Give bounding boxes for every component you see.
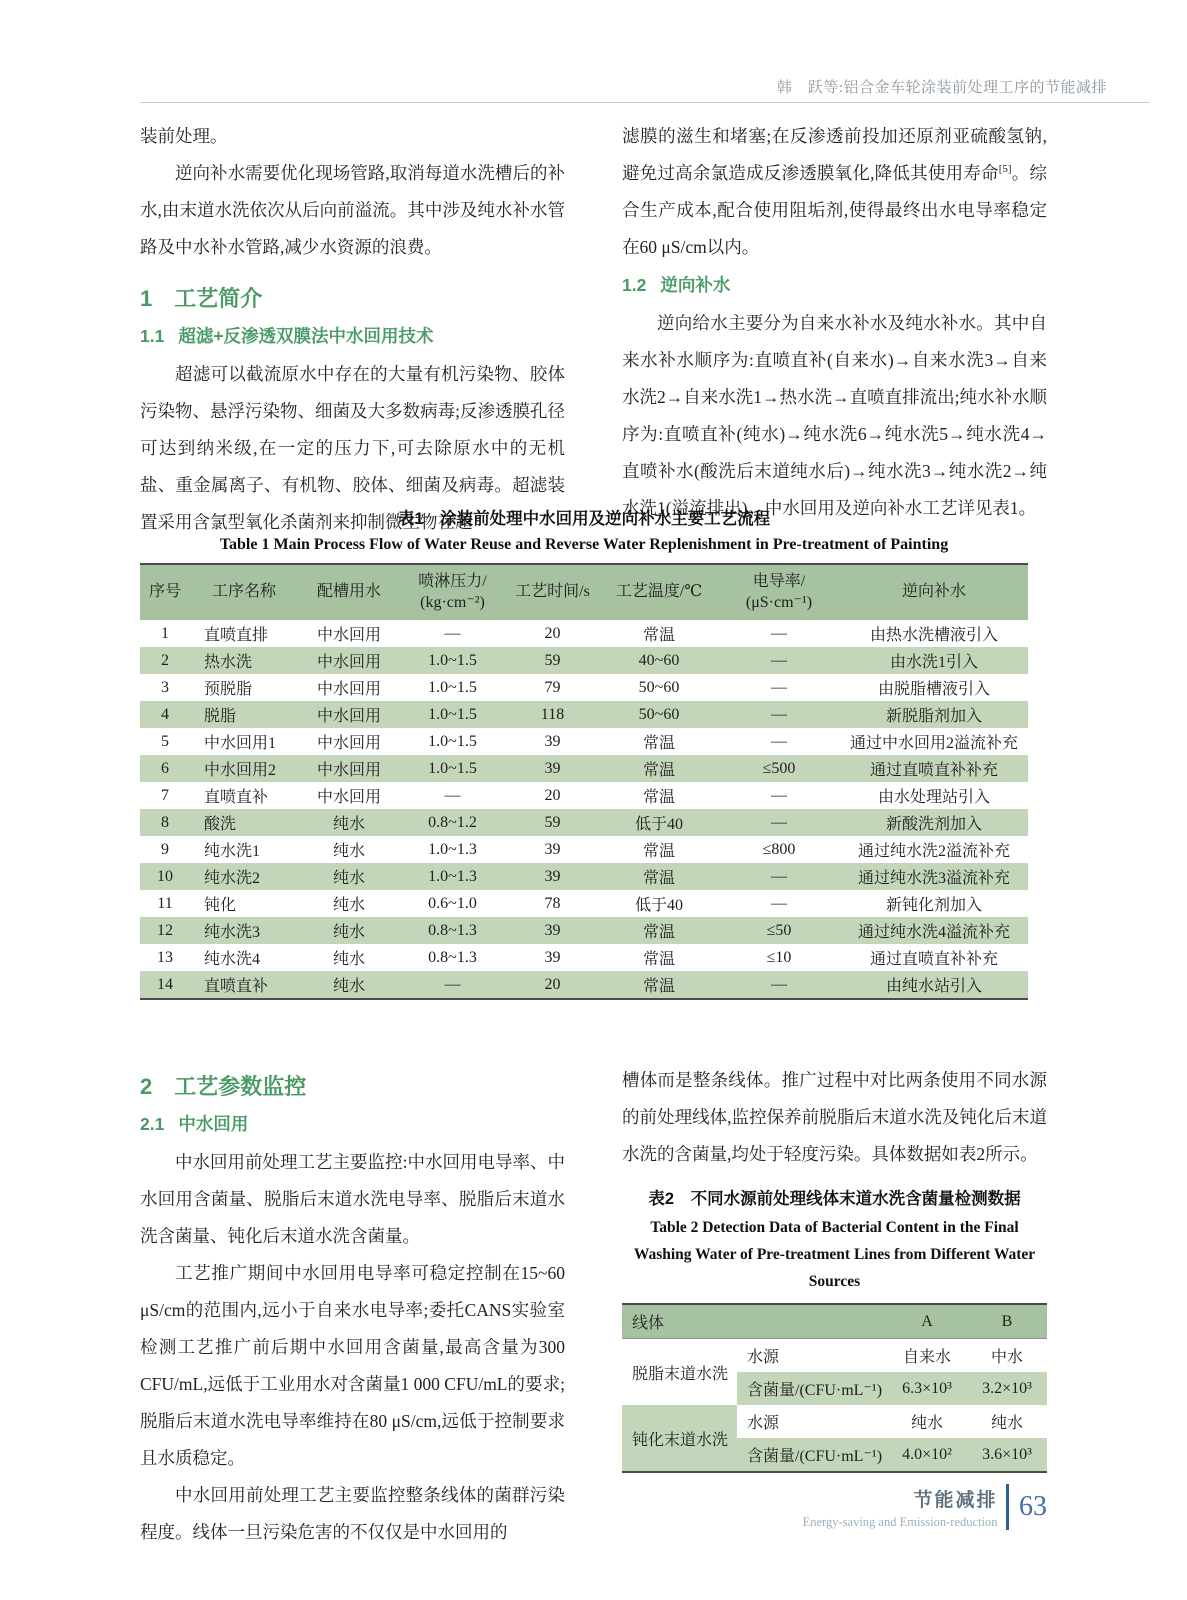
subsection-heading-1-1 [140,323,565,348]
cell-conductivity: — [718,809,840,836]
cell-reverse: 新脱脂剂加入 [840,701,1028,728]
section-title: 工艺参数监控 [174,1074,307,1099]
table-row [140,674,1028,701]
cell-conductivity: — [718,647,840,674]
table1-header-row [140,564,1028,620]
cell-no: 1 [161,624,169,642]
table-row [140,782,1028,809]
cell-reverse: 通过中水回用2溢流补充 [849,735,1018,752]
cell-time: 39 [544,948,561,966]
cell-process: 酸洗 [190,809,298,836]
table-row [140,647,1028,674]
cell-time: 59 [505,809,600,836]
cell-water: 中水回用 [316,735,381,752]
cell-no: 13 [157,948,173,966]
cell-no: 3 [161,678,169,696]
cell-pressure: — [444,786,461,804]
cell-metric-source: 水源 [747,1349,780,1367]
paragraph-replenish-order: 逆向给水主要分为自来水补水及纯水补水。其中自来水补水顺序为:直喷直补(自来水)→自来水洗3→自来水洗2→自来水洗1→热水洗→直喷直排流出;纯水补水顺序为:直喷直补(纯水)→纯水洗6→纯水洗5→纯水洗4→直喷补水(酸洗后末道纯水后)→纯水洗3→纯水洗2→纯水洗1(溢流排出)。中水回用及逆向补水工艺详见表1。 [622,313,1047,518]
cell-reverse: 由热水洗槽液引入 [869,627,998,644]
cell-conductivity: — [718,863,840,890]
cell-reverse: 新钝化剂加入 [885,897,982,914]
cell-pressure: — [444,624,461,642]
cell-process: 纯水洗4 [204,951,261,968]
cell-time: 20 [544,786,561,804]
table-row [622,1405,1047,1438]
cell-process: 直喷直补 [190,971,298,999]
cell-value-b: 3.2×10³ [967,1372,1047,1405]
paragraph-reverse-water: 逆向补水需要优化现场管路,取消每道水洗槽后的补水,由末道水洗依次从后向前溢流。其中涉及纯水补水管路及中水补水管路,减少水资源的浪费。 [140,163,565,257]
cell-process: 中水回用1 [204,735,277,752]
cell-time: 118 [505,701,600,728]
left-column [140,1062,565,1551]
body-region-top [140,118,1047,541]
cell-reverse: 由水洗1引入 [840,647,1028,674]
cell-pressure: 1.0~1.3 [400,863,505,890]
paragraph-monitoring: 中水回用前处理工艺主要监控:中水回用电导率、中水回用含菌量、脱脂后末道水洗电导率、脱脂后末道水洗含菌量、钝化后末道水洗含菌量。 [140,1152,565,1246]
cell-process: 直喷直补 [204,789,269,806]
subsection-heading-1-2 [622,272,1047,297]
page-number: 63 [1019,1491,1047,1522]
cell-pressure: 1.0~1.3 [428,840,477,858]
paragraph-ultrafiltration: 超滤可以截流原水中存在的大量有机污染物、胶体污染物、悬浮污染物、细菌及大多数病毒;反渗透膜孔径可达到纳米级,在一定的压力下,可去除原水中的无机盐、重金属离子、有机物、胶体、细菌及病毒。超滤装置采用含氯型氧化杀菌剂来抑制微生物在超 [140,364,565,532]
paragraph-line-pollution: 中水回用前处理工艺主要监控整条线体的菌群污染程度。线体一旦污染危害的不仅仅是中水回用的 [140,1485,565,1542]
cell-time: 39 [505,863,600,890]
right-column [622,1062,1047,1551]
cell-reverse: 通过纯水洗2溢流补充 [857,843,1010,860]
cell-temp: 50~60 [600,701,718,728]
journal-name-block [803,1485,998,1530]
table2-title-zh: 表2 不同水源前处理线体末道水洗含菌量检测数据 [648,1190,1021,1208]
cell-time: 39 [544,732,561,750]
col-header-line: 线体 [622,1304,887,1339]
col-header-reverse: 逆向补水 [840,564,1028,620]
cell-water: 中水回用 [298,755,400,782]
col-header-pressure-line1: 喷淋压力/ [418,572,487,590]
left-column [140,118,565,541]
cell-no: 4 [140,701,190,728]
cell-reverse: 通过直喷直补补充 [869,951,998,968]
subsection-title: 逆向补水 [660,275,731,295]
cell-value-b: 纯水 [990,1415,1023,1433]
cell-metric-source: 水源 [747,1415,780,1433]
cell-process: 纯水洗3 [190,917,298,944]
section-heading-1 [140,282,565,313]
cell-conductivity: ≤50 [718,917,840,944]
cell-time: 39 [505,917,600,944]
body-region-bottom [140,1062,1047,1551]
cell-temp: 常温 [600,755,718,782]
cell-value-b: 3.6×10³ [967,1438,1047,1472]
cell-temp: 常温 [642,627,675,644]
cell-process: 直喷直排 [204,627,269,644]
cell-conductivity: — [771,732,787,750]
cell-conductivity: ≤10 [766,948,792,966]
col-header-time: 工艺时间/s [505,564,600,620]
table1-title-en: Table 1 Main Process Flow of Water Reuse and Reverse Water Replenishment in Pre-treatment of Painting [219,536,949,553]
cell-time: 79 [544,678,561,696]
paragraph-tank-line: 槽体而是整条线体。推广过程中对比两条使用不同水源的前处理线体,监控保养前脱脂后末道水洗及钝化后末道水洗的含菌量,均处于轻度污染。具体数据如表2所示。 [622,1070,1047,1164]
process-flow-table [140,563,1028,1000]
cell-temp: 常温 [642,789,675,806]
cell-process: 钝化 [204,897,237,914]
table-row [140,971,1028,999]
cell-metric-bacteria: 含菌量/(CFU·mL⁻¹) [737,1438,887,1472]
table2-header-row [622,1304,1047,1339]
cell-water: 中水回用 [298,701,400,728]
cell-time: 39 [544,840,561,858]
cell-reverse: 通过纯水洗4溢流补充 [840,917,1028,944]
running-head-title: 韩 跃等:铝合金车轮涂装前处理工序的节能减排 [776,80,1107,96]
journal-name-zh: 节能减排 [913,1489,998,1511]
bacteria-detection-table [622,1303,1047,1473]
cell-reverse: 由脱脂槽液引入 [877,681,990,698]
table-row [622,1339,1047,1373]
cell-process: 热水洗 [190,647,298,674]
cell-process: 纯水洗2 [190,863,298,890]
cell-temp: 低于40 [600,809,718,836]
cell-conductivity: ≤800 [762,840,796,858]
table-row [140,917,1028,944]
cell-metric-bacteria: 含菌量/(CFU·mL⁻¹) [737,1372,887,1405]
cell-temp: 常温 [600,971,718,999]
right-column [622,118,1047,541]
subsection-number: 1.2 [622,275,647,295]
paragraph-membrane-text: 滤膜的滋生和堵塞;在反渗透前投加还原剂亚硫酸氢钠,避免过高余氯造成反渗透膜氧化,降低其使用寿命 [622,126,1047,183]
table1-block [140,505,1028,1000]
cell-no: 14 [140,971,190,999]
cell-no: 7 [161,786,169,804]
running-head-rule [140,102,1150,103]
cell-no: 9 [161,840,169,858]
cell-conductivity: — [718,701,840,728]
subsection-number: 1.1 [140,326,165,346]
cell-time: 78 [544,894,561,912]
table-row [140,863,1028,890]
cell-temp: 50~60 [638,678,680,696]
cell-water: 纯水 [298,809,400,836]
cell-process: 中水回用2 [190,755,298,782]
cell-water: 中水回用 [316,681,381,698]
col-header-pressure-line2: (kg·cm⁻²) [420,593,485,611]
table-row [140,620,1028,647]
cell-value-a: 纯水 [910,1415,943,1433]
cell-pressure: 1.0~1.5 [400,647,505,674]
cell-conductivity: — [718,971,840,999]
cell-water: 纯水 [332,843,365,860]
citation-ref-5: [5] [998,163,1012,176]
journal-name-en: Energy-saving and Emission-reduction [802,1514,998,1529]
table2-block [622,1187,1047,1473]
footer-divider-bar [1006,1484,1010,1530]
cell-water: 纯水 [332,897,365,914]
cell-temp: 40~60 [600,647,718,674]
cell-no: 11 [157,894,173,912]
cell-value-a: 4.0×10² [887,1438,967,1472]
cell-water: 纯水 [298,917,400,944]
cell-time: 39 [505,755,600,782]
cell-no: 2 [140,647,190,674]
col-header-conductivity-line1: 电导率/ [752,572,806,590]
cell-temp: 低于40 [634,897,683,914]
cell-reverse: 由纯水站引入 [840,971,1028,999]
cell-reverse: 由水处理站引入 [877,789,990,806]
cell-pressure: 1.0~1.5 [400,701,505,728]
col-header-conductivity [718,564,840,620]
table1-title-zh: 表1 涂装前处理中水回用及逆向补水主要工艺流程 [397,510,771,528]
cell-time: 20 [505,971,600,999]
cell-process: 纯水洗1 [204,843,261,860]
cell-water: 中水回用 [316,789,381,806]
cell-water: 中水回用 [316,627,381,644]
page-footer [803,1484,1047,1530]
cell-group-passivation: 钝化末道水洗 [622,1405,737,1472]
cell-time: 59 [505,647,600,674]
cell-pressure: 0.8~1.3 [428,948,477,966]
cell-value-a: 6.3×10³ [887,1372,967,1405]
paragraph-promotion: 工艺推广期间中水回用电导率可稳定控制在15~60 μS/cm的范围内,远小于自来水电导率;委托CANS实验室检测工艺推广前后期中水回用含菌量,最高含量为300 CFU/mL,远低于工业用水对含菌量1 000 CFU/mL的要求;脱脂后末道水洗电导率维持在80 μS/cm,远低于控制要求且水质稳定。 [140,1263,565,1468]
cell-value-b: 中水 [990,1349,1023,1367]
cell-pressure: 1.0~1.5 [428,732,477,750]
table-row [140,890,1028,917]
col-header-temp: 工艺温度/℃ [600,564,718,620]
cell-group-degrease: 脱脂末道水洗 [632,1365,729,1383]
table-row [140,701,1028,728]
table-row [140,836,1028,863]
cell-time: 20 [544,624,561,642]
cell-no: 5 [161,732,169,750]
cell-pressure: — [400,971,505,999]
cell-pressure: 0.8~1.3 [400,917,505,944]
cell-process: 脱脂 [190,701,298,728]
paragraph-membrane [622,118,1047,266]
section-number: 1 [140,286,153,311]
paragraph-membrane-text-cont: 。综合生产成本,配合使用阻垢剂,使得最终出水电导率稳定在60 μS/cm以内。 [622,163,1048,257]
col-header-a: A [887,1304,967,1339]
cell-pressure: 1.0~1.5 [428,678,477,696]
col-header-water: 配槽用水 [298,564,400,620]
cell-conductivity: — [771,678,787,696]
col-header-conductivity-line2: (μS·cm⁻¹) [745,593,813,611]
cell-conductivity: — [771,786,787,804]
table-row [140,944,1028,971]
subsection-number: 2.1 [140,1114,165,1134]
cell-water: 中水回用 [298,647,400,674]
cell-temp: 常温 [642,951,675,968]
cell-no: 8 [140,809,190,836]
cell-no: 10 [140,863,190,890]
cell-temp: 常温 [600,917,718,944]
cell-value-a: 自来水 [902,1349,951,1367]
cell-reverse: 通过纯水洗3溢流补充 [840,863,1028,890]
table-row [140,755,1028,782]
cell-conductivity: — [771,894,787,912]
cell-water: 纯水 [298,863,400,890]
cell-conductivity: ≤500 [718,755,840,782]
cell-pressure: 0.8~1.2 [400,809,505,836]
section-number: 2 [140,1074,153,1099]
cell-pressure: 0.6~1.0 [428,894,477,912]
col-header-name: 工序名称 [190,564,298,620]
col-header-pressure [400,564,505,620]
paragraph-intro-tail: 装前处理。 [140,126,228,146]
section-title: 工艺简介 [174,286,263,311]
col-header-b: B [967,1304,1047,1339]
subsection-heading-2-1 [140,1111,565,1136]
cell-reverse: 通过直喷直补补充 [840,755,1028,782]
cell-conductivity: — [771,624,787,642]
table-row [140,809,1028,836]
cell-reverse: 新酸洗剂加入 [840,809,1028,836]
table2-title-en: Table 2 Detection Data of Bacterial Content in the Final Washing Water of Pre-treatment Lines from Different Water Sources [633,1218,1036,1290]
subsection-title: 中水回用 [178,1114,249,1134]
cell-no: 6 [140,755,190,782]
cell-water: 纯水 [332,951,365,968]
section-heading-2 [140,1070,565,1101]
cell-pressure: 1.0~1.5 [400,755,505,782]
cell-temp: 常温 [642,735,675,752]
cell-no: 12 [140,917,190,944]
table-row [140,728,1028,755]
cell-water: 纯水 [298,971,400,999]
cell-temp: 常温 [600,863,718,890]
col-header-no: 序号 [140,564,190,620]
cell-process: 预脱脂 [204,681,253,698]
subsection-title: 超滤+反渗透双膜法中水回用技术 [178,326,434,346]
cell-temp: 常温 [642,843,675,860]
